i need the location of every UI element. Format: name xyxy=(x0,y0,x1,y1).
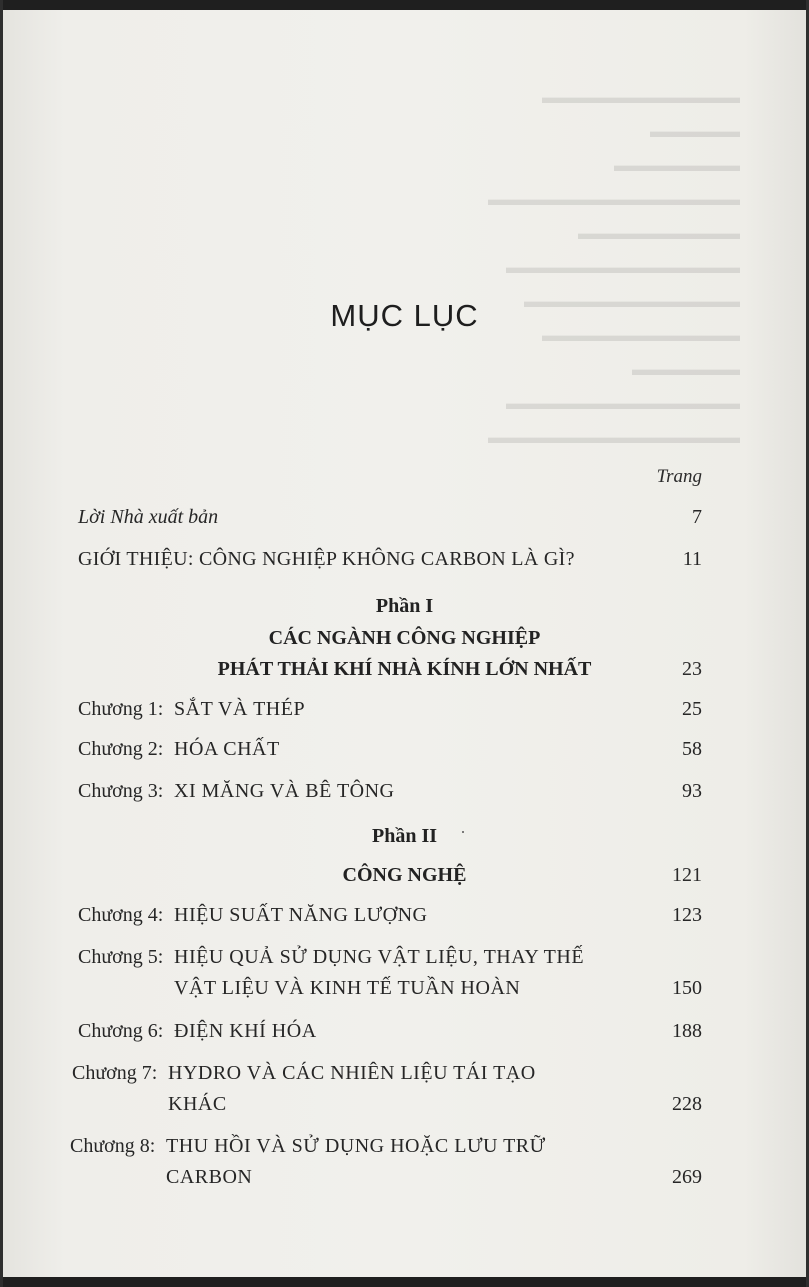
part-2-title[interactable]: CÔNG NGHỆ xyxy=(342,864,467,886)
chapter-label: Chương 2: xyxy=(78,738,164,760)
toc-entry-page: 150 xyxy=(672,977,702,999)
page-title: MỤC LỤC xyxy=(330,298,479,333)
chapter-title: HÓA CHẤT xyxy=(174,738,280,760)
chapter-label: Chương 8: xyxy=(70,1135,156,1157)
chapter-title: XI MĂNG VÀ BÊ TÔNG xyxy=(174,780,395,802)
chapter-title-continued: VẬT LIỆU VÀ KINH TẾ TUẦN HOÀN xyxy=(174,977,521,999)
toc-entry-title: GIỚI THIỆU: CÔNG NGHIỆP KHÔNG CARBON LÀ GÌ? xyxy=(78,548,575,570)
toc-entry-page: 11 xyxy=(682,548,702,570)
chapter-label: Chương 4: xyxy=(78,904,164,926)
paper-speck xyxy=(462,831,464,833)
scan-top-border xyxy=(0,0,809,10)
toc-entry-page: 228 xyxy=(672,1093,702,1115)
toc-entry-page: 7 xyxy=(692,506,702,528)
toc-entry-page: 58 xyxy=(682,738,702,760)
part-2-label: Phần II xyxy=(371,825,438,847)
part-1-page: 23 xyxy=(682,658,702,680)
chapter-title: HYDRO VÀ CÁC NHIÊN LIỆU TÁI TẠO xyxy=(168,1062,536,1084)
chapter-title: THU HỒI VÀ SỬ DỤNG HOẶC LƯU TRỮ xyxy=(166,1135,546,1157)
bleed-through-decoration: ▬▬▬▬▬▬▬▬▬▬▬ ▬▬▬▬▬ ▬▬▬▬▬▬▬ ▬▬▬▬▬▬▬▬▬▬▬▬▬▬ ▬▬▬▬▬▬▬▬▬ ▬▬▬▬▬▬▬▬▬▬▬▬▬ ▬▬▬▬▬▬▬▬▬▬▬▬ ▬▬▬▬▬▬▬▬▬▬▬ ▬▬▬▬▬▬ ▬▬▬▬▬▬▬▬▬▬▬▬▬ ▬▬▬▬▬▬▬▬▬▬▬▬▬▬ xyxy=(488,87,740,447)
toc-entry-page: 25 xyxy=(682,698,702,720)
toc-entry-page: 93 xyxy=(682,780,702,802)
chapter-label: Chương 1: xyxy=(78,698,164,720)
toc-entry-page: 269 xyxy=(672,1166,702,1188)
scan-bottom-border xyxy=(0,1277,809,1287)
chapter-label: Chương 5: xyxy=(78,946,164,968)
part-2-page: 121 xyxy=(672,864,702,886)
part-1-title-line-1[interactable]: CÁC NGÀNH CÔNG NGHIỆP xyxy=(268,627,541,649)
chapter-title: ĐIỆN KHÍ HÓA xyxy=(174,1020,317,1042)
toc-entry-page: 123 xyxy=(672,904,702,926)
toc-entry-title: Lời Nhà xuất bản xyxy=(78,506,219,528)
chapter-title: SẮT VÀ THÉP xyxy=(174,698,306,720)
chapter-title-continued: CARBON xyxy=(166,1166,253,1188)
page-column-label: Trang xyxy=(656,466,702,487)
chapter-title: HIỆU QUẢ SỬ DỤNG VẬT LIỆU, THAY THẾ xyxy=(174,946,585,968)
toc-entry-page: 188 xyxy=(672,1020,702,1042)
chapter-label: Chương 7: xyxy=(72,1062,158,1084)
chapter-title: HIỆU SUẤT NĂNG LƯỢNG xyxy=(174,904,428,926)
chapter-label: Chương 3: xyxy=(78,780,164,802)
part-1-title-line-2[interactable]: PHÁT THẢI KHÍ NHÀ KÍNH LỚN NHẤT xyxy=(217,658,592,680)
chapter-title-continued: KHÁC xyxy=(168,1093,227,1115)
chapter-label: Chương 6: xyxy=(78,1020,164,1042)
part-1-label: Phần I xyxy=(375,595,434,617)
